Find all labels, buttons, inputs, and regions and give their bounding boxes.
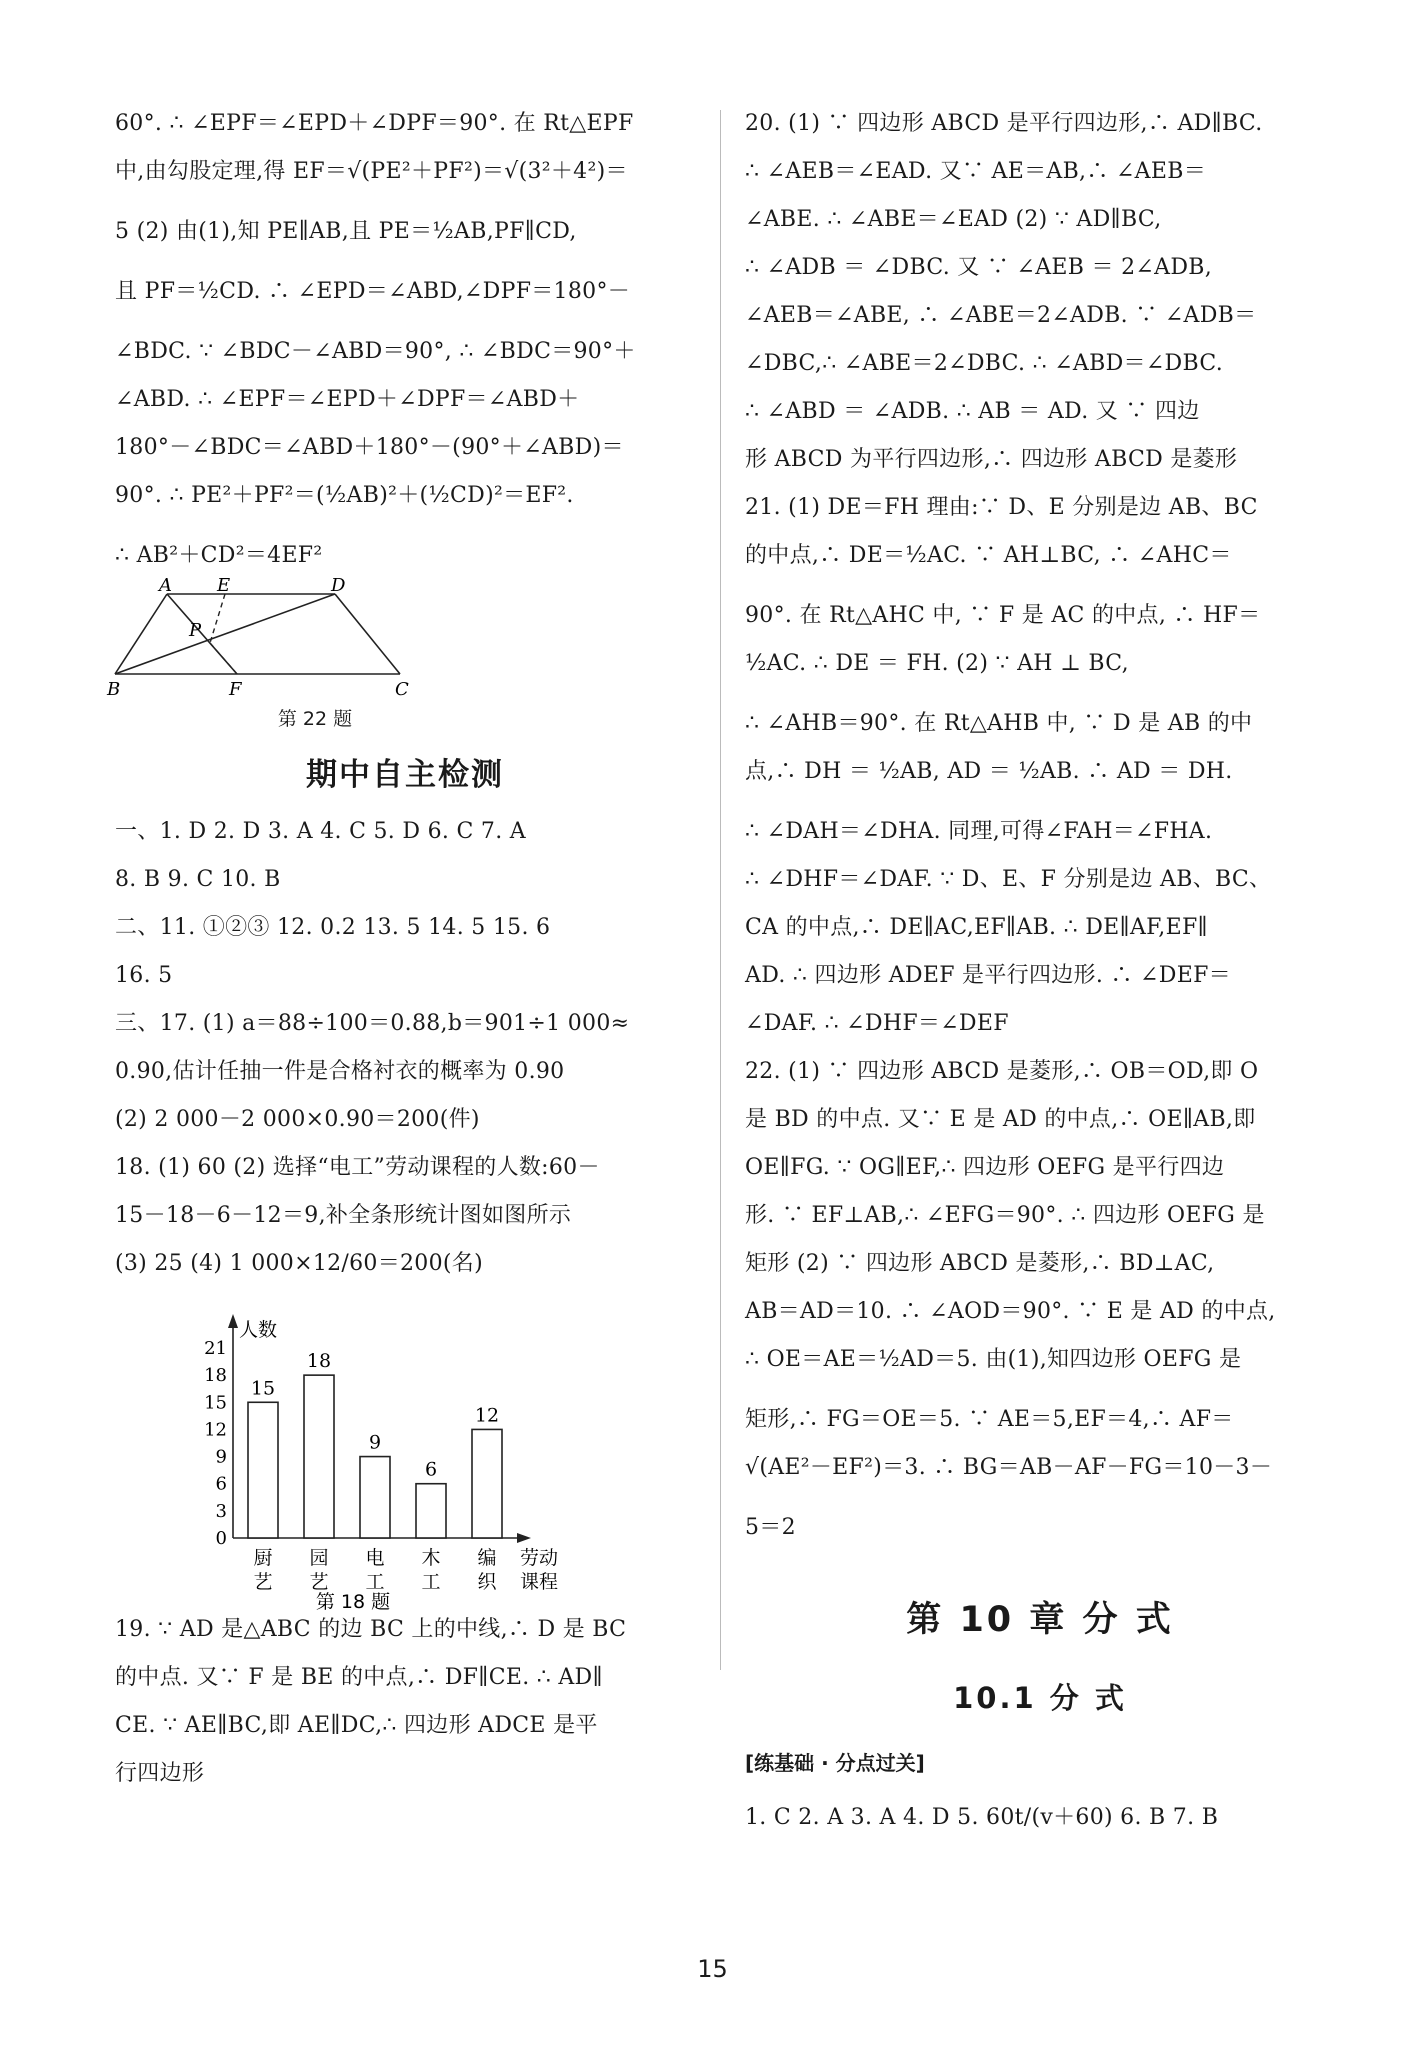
y-axis-arrow (228, 1314, 238, 1328)
fig22-label: F (229, 679, 242, 700)
category-label: 工 (365, 1571, 385, 1593)
bar-value-label: 18 (306, 1350, 332, 1373)
text-line: (3) 25 (4) 1 000×12/60＝200(名) (115, 1251, 483, 1276)
text-line: 0.90,估计任抽一件是合格衬衣的概率为 0.90 (115, 1059, 565, 1084)
x-axis-arrow (517, 1533, 531, 1543)
text-line: 中,由勾股定理,得 EF＝√(PE²＋PF²)＝√(3²＋4²)＝ (115, 159, 628, 184)
bar-value-label: 9 (368, 1431, 382, 1454)
midterm-title: 期中自主检测 (306, 757, 504, 793)
category-label: 编 (477, 1547, 497, 1569)
bar-chart-18 (115, 1308, 559, 1613)
text-line: √(AE²－EF²)＝3. ∴ BG＝AB－AF－FG＝10－3－ (745, 1455, 1273, 1480)
y-tick-label: 3 (215, 1500, 227, 1522)
bar (248, 1402, 278, 1538)
text-line: 16. 5 (115, 963, 173, 988)
category-label: 艺 (253, 1571, 273, 1593)
y-tick-label: 12 (204, 1419, 227, 1441)
column-divider (720, 110, 721, 1670)
text-line: ∠BDC. ∵ ∠BDC－∠ABD＝90°, ∴ ∠BDC＝90°＋ (115, 339, 636, 364)
text-line: ∠DBC,∴ ∠ABE＝2∠DBC. ∴ ∠ABD＝∠DBC. (745, 351, 1224, 376)
text-line: 8. B 9. C 10. B (115, 867, 281, 892)
answer-line: 1. C 2. A 3. A 4. D 5. 60t/(v＋60) 6. B 7. B (745, 1805, 1219, 1830)
text-line: ∠ABD. ∴ ∠EPF＝∠EPD＋∠DPF＝∠ABD＋ (115, 387, 580, 412)
solution-block-19 (115, 1618, 695, 1786)
fig22-label: C (395, 679, 409, 700)
text-line: 一、1. D 2. D 3. A 4. C 5. D 6. C 7. A (115, 819, 526, 844)
midterm-answers (115, 820, 695, 1276)
text-line: ∴ ∠AHB＝90°. 在 Rt△AHB 中, ∵ D 是 AB 的中 (745, 711, 1253, 736)
text-line: 是 BD 的中点. 又∵ E 是 AD 的中点,∴ OE∥AB,即 (745, 1107, 1256, 1132)
page-number: 15 (697, 1955, 728, 1983)
category-label: 电 (365, 1547, 385, 1569)
text-line: 22. (1) ∵ 四边形 ABCD 是菱形,∴ OB＝OD,即 O (745, 1059, 1259, 1084)
text-line: 三、17. (1) a＝88÷100＝0.88,b＝901÷1 000≈ (115, 1011, 630, 1036)
y-axis-label: 人数 (239, 1319, 278, 1341)
text-line: 90°. 在 Rt△AHC 中, ∵ F 是 AC 的中点, ∴ HF＝ (745, 603, 1261, 628)
text-line: ∴ AB²＋CD²＝4EF² (115, 543, 323, 568)
text-line: ∠ABE. ∴ ∠ABE＝∠EAD (2) ∵ AD∥BC, (745, 207, 1162, 232)
text-line: 18. (1) 60 (2) 选择“电工”劳动课程的人数:60－ (115, 1155, 600, 1180)
text-line: OE∥FG. ∵ OG∥EF,∴ 四边形 OEFG 是平行四边 (745, 1155, 1225, 1180)
fig22-label: P (189, 620, 202, 641)
category-label: 园 (309, 1547, 329, 1569)
text-line: 60°. ∴ ∠EPF＝∠EPD＋∠DPF＝90°. 在 Rt△EPF (115, 111, 634, 136)
text-line: ∴ OE＝AE＝½AD＝5. 由(1),知四边形 OEFG 是 (745, 1347, 1242, 1372)
category-label: 厨 (253, 1547, 273, 1569)
y-tick-label: 6 (215, 1473, 227, 1495)
text-line: 矩形,∴ FG＝OE＝5. ∵ AE＝5,EF＝4,∴ AF＝ (745, 1407, 1234, 1432)
text-line: ∴ ∠DAH＝∠DHA. 同理,可得∠FAH＝∠FHA. (745, 819, 1213, 844)
text-line: ∴ ∠ADB ＝ ∠DBC. 又 ∵ ∠AEB ＝ 2∠ADB, (745, 255, 1213, 280)
y-tick-label: 15 (204, 1392, 227, 1414)
bar (304, 1375, 334, 1538)
category-label: 工 (421, 1571, 441, 1593)
text-line: ∴ ∠DHF＝∠DAF. ∵ D、E、F 分别是边 AB、BC、 (745, 867, 1272, 892)
text-line: 行四边形 (115, 1761, 205, 1786)
text-line: 的中点. 又∵ F 是 BE 的中点,∴ DF∥CE. ∴ AD∥ (115, 1665, 603, 1690)
text-line: 矩形 (2) ∵ 四边形 ABCD 是菱形,∴ BD⊥AC, (745, 1251, 1215, 1276)
text-line: 19. ∵ AD 是△ABC 的边 BC 上的中线,∴ D 是 BC (115, 1617, 627, 1642)
text-line: ∴ ∠AEB＝∠EAD. 又∵ AE＝AB,∴ ∠AEB＝ (745, 159, 1206, 184)
text-line: 5 (2) 由(1),知 PE∥AB,且 PE＝½AB,PF∥CD, (115, 219, 577, 244)
x-axis-label: 劳动 (519, 1547, 559, 1569)
text-line: (2) 2 000－2 000×0.90＝200(件) (115, 1107, 480, 1132)
bar (360, 1457, 390, 1538)
figure-22 (107, 575, 415, 702)
bar (472, 1429, 502, 1538)
text-line: 5＝2 (745, 1515, 796, 1540)
y-tick-label: 0 (215, 1528, 227, 1549)
y-tick-label: 18 (204, 1365, 227, 1387)
bar-value-label: 12 (474, 1404, 500, 1427)
text-line: 180°－∠BDC＝∠ABD＋180°－(90°＋∠ABD)＝ (115, 435, 624, 460)
text-line: ½AC. ∴ DE ＝ FH. (2) ∵ AH ⊥ BC, (745, 651, 1129, 676)
text-line: CA 的中点,∴ DE∥AC,EF∥AB. ∴ DE∥AF,EF∥ (745, 915, 1208, 940)
text-line: 15－18－6－12＝9,补全条形统计图如图所示 (115, 1203, 572, 1228)
chapter-title: 第 10 章 分 式 (906, 1600, 1174, 1640)
fig22-label: E (217, 575, 231, 596)
bar-value-label: 6 (424, 1458, 438, 1481)
right-column (745, 112, 1335, 1854)
category-label: 艺 (309, 1571, 329, 1593)
text-line: 形. ∵ EF⊥AB,∴ ∠EFG＝90°. ∴ 四边形 OEFG 是 (745, 1203, 1265, 1228)
practice-tag: [练基础 · 分点过关] (745, 1751, 925, 1775)
x-axis-label: 课程 (519, 1571, 559, 1593)
text-line: 点,∴ DH ＝ ½AB, AD ＝ ½AB. ∴ AD ＝ DH. (745, 759, 1233, 784)
fig22-label: D (331, 575, 346, 596)
category-label: 织 (477, 1571, 497, 1593)
text-line: 90°. ∴ PE²＋PF²＝(½AB)²＋(½CD)²＝EF². (115, 483, 574, 508)
y-tick-label: 21 (204, 1338, 227, 1359)
text-line: ∠DAF. ∴ ∠DHF＝∠DEF (745, 1011, 1009, 1036)
section-title: 10.1 分 式 (953, 1681, 1127, 1715)
bar (416, 1484, 446, 1538)
text-line: CE. ∵ AE∥BC,即 AE∥DC,∴ 四边形 ADCE 是平 (115, 1713, 598, 1738)
bar-value-label: 15 (250, 1377, 276, 1400)
text-line: AB＝AD＝10. ∴ ∠AOD＝90°. ∵ E 是 AD 的中点, (745, 1299, 1276, 1324)
solution-block-22 (115, 112, 695, 568)
text-line: ∠AEB＝∠ABE, ∴ ∠ABE＝2∠ADB. ∵ ∠ADB＝ (745, 303, 1257, 328)
text-line: 的中点,∴ DE＝½AC. ∵ AH⊥BC, ∴ ∠AHC＝ (745, 543, 1232, 568)
text-line: 20. (1) ∵ 四边形 ABCD 是平行四边形,∴ AD∥BC. (745, 111, 1263, 136)
fig22-label: A (159, 575, 172, 596)
text-line: ∴ ∠ABD ＝ ∠ADB. ∴ AB ＝ AD. 又 ∵ 四边 (745, 399, 1200, 424)
text-line: AD. ∴ 四边形 ADEF 是平行四边形. ∴ ∠DEF＝ (745, 963, 1231, 988)
text-line: 21. (1) DE＝FH 理由:∵ D、E 分别是边 AB、BC (745, 495, 1258, 520)
fig22-label: B (107, 679, 121, 700)
text-line: 二、11. ①②③ 12. 0.2 13. 5 14. 5 15. 6 (115, 915, 551, 940)
figure-22-caption: 第 22 题 (277, 708, 353, 730)
text-line: 形 ABCD 为平行四边形,∴ 四边形 ABCD 是菱形 (745, 447, 1238, 472)
left-column (107, 111, 695, 1810)
text-line: 且 PF＝½CD. ∴ ∠EPD＝∠ABD,∠DPF＝180°－ (115, 279, 631, 304)
y-tick-label: 9 (215, 1446, 227, 1468)
solutions-20-22 (745, 112, 1335, 1540)
category-label: 木 (421, 1547, 441, 1569)
figure-18-caption: 第 18 题 (315, 1591, 391, 1613)
